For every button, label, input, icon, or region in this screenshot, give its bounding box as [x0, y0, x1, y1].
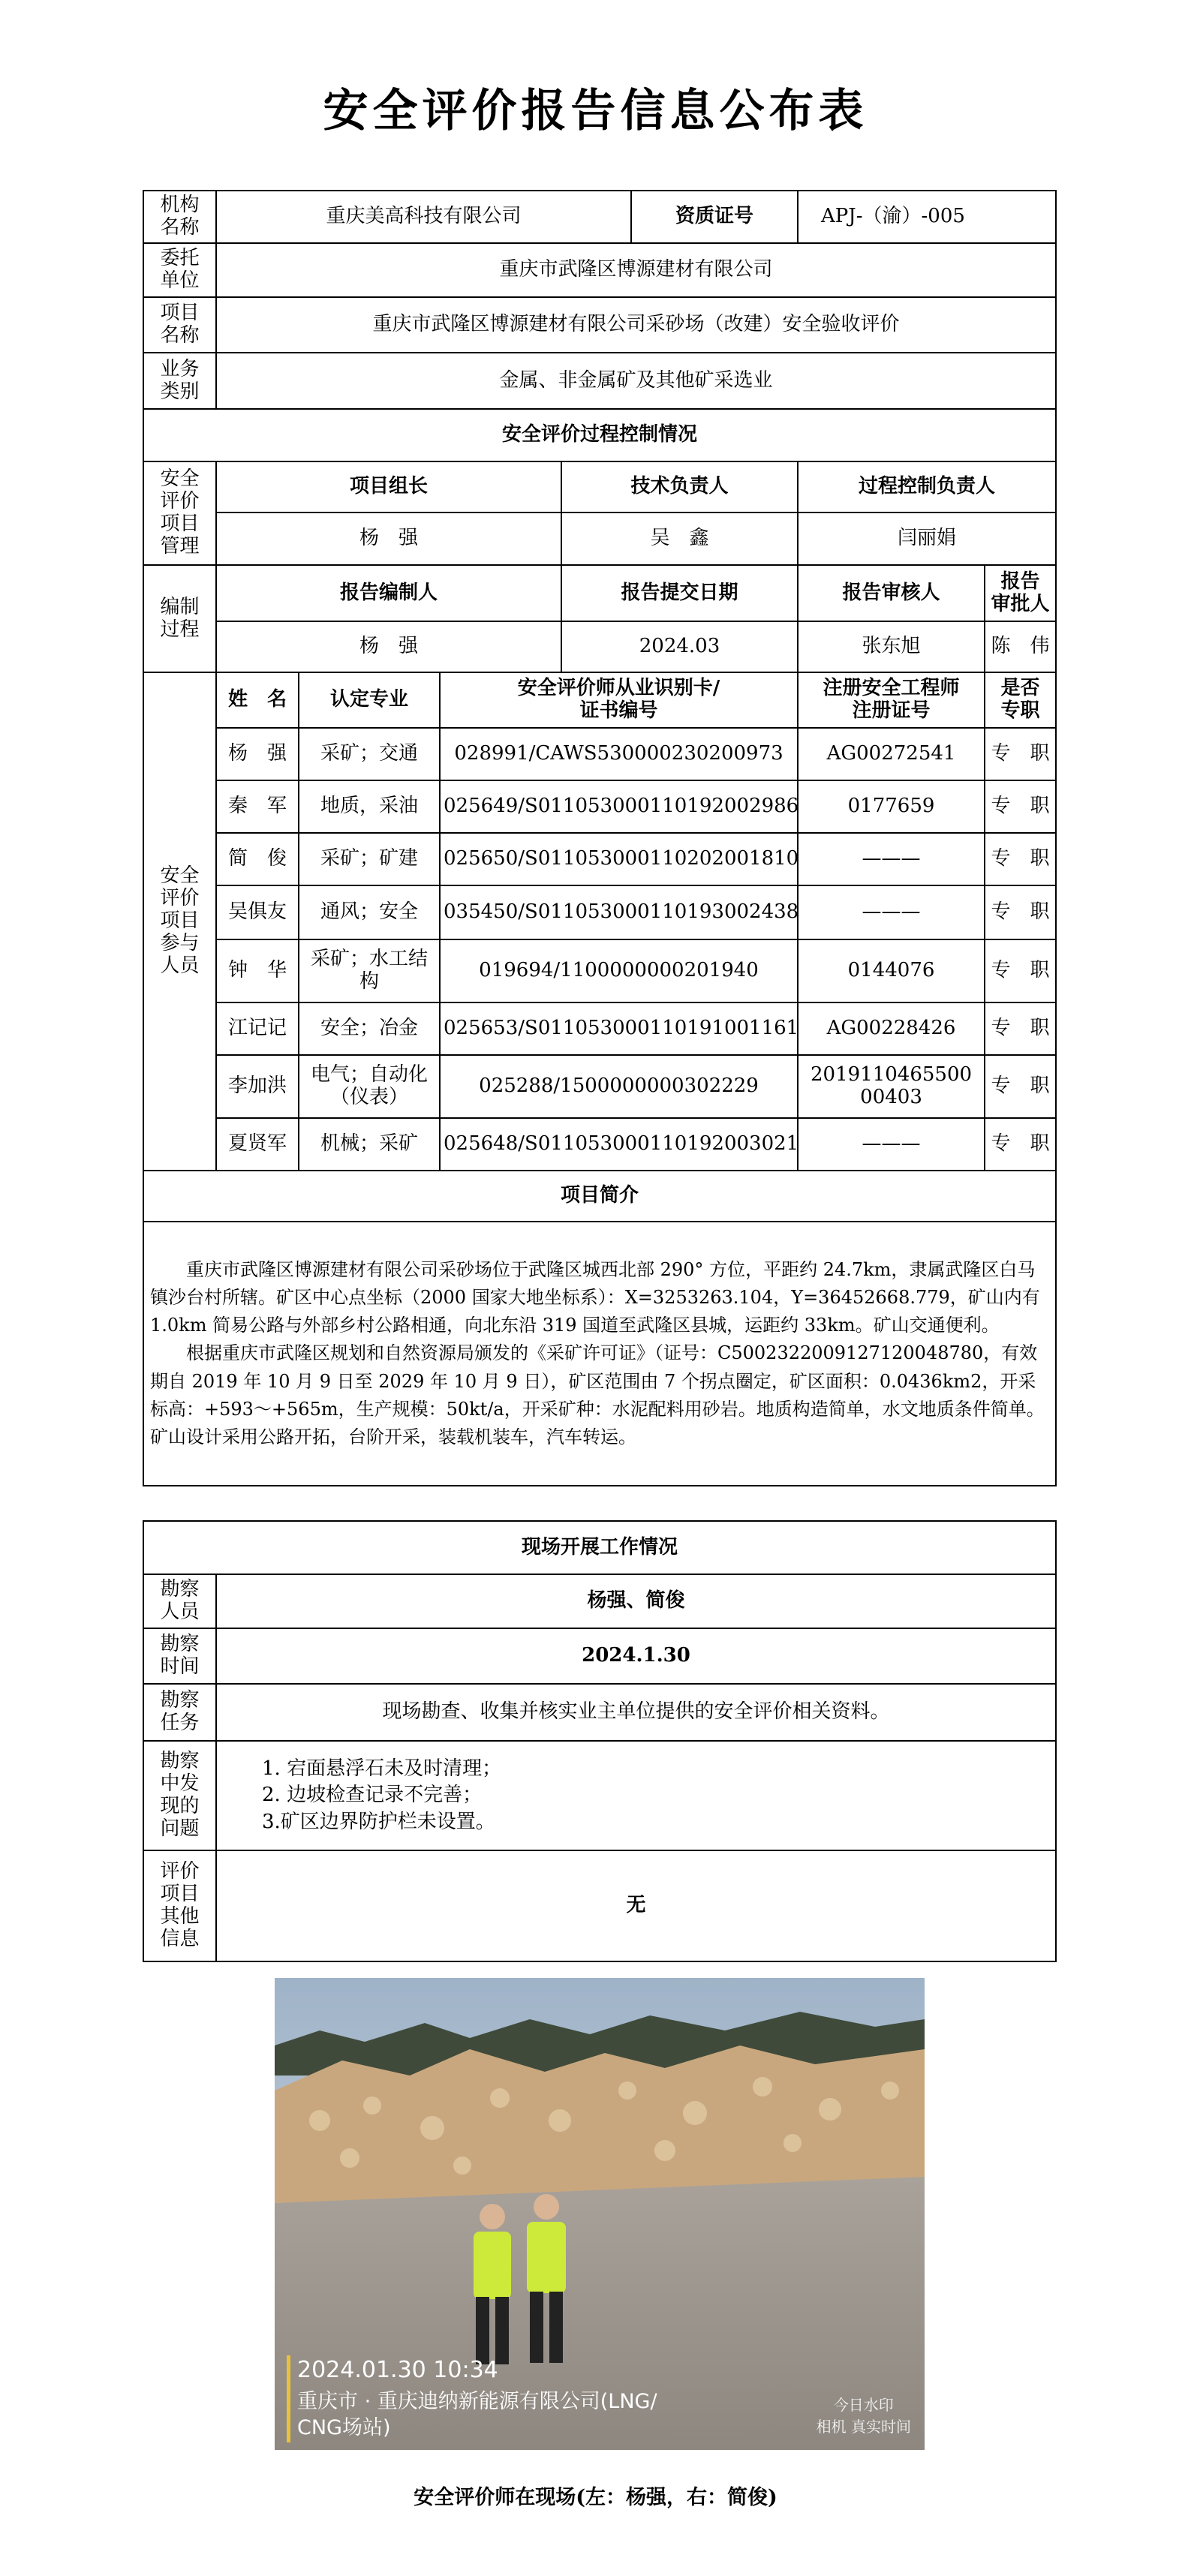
mgmt-control: 闫丽娟 [798, 512, 1056, 565]
staff-name: 钟 华 [216, 939, 299, 1002]
watermark-place: 重庆市 · 重庆迪纳新能源有限公司(LNG/ CNG场站) [297, 2390, 657, 2440]
staff-fulltime: 专 职 [985, 728, 1056, 780]
mgmt-header-tech: 技术负责人 [561, 461, 798, 512]
staff-major: 通风；安全 [299, 885, 440, 939]
staff-row [143, 1055, 1056, 1118]
cert-number: APJ-（渝）-005 [798, 191, 1056, 243]
org-name: 重庆美高科技有限公司 [216, 191, 631, 243]
issue-item: 2. 边坡检查记录不完善； [262, 1784, 483, 1807]
intro-title: 项目简介 [143, 1171, 1056, 1222]
staff-cert: 025653/S011053000110191001161 [440, 1002, 798, 1055]
field-time: 2024.1.30 [216, 1628, 1056, 1684]
staff-reg: AG00272541 [798, 728, 985, 780]
staff-row [143, 885, 1056, 939]
staff-fulltime: 专 职 [985, 1118, 1056, 1171]
field-other: 无 [216, 1850, 1056, 1961]
staff-header-reg: 注册安全工程师 注册证号 [798, 672, 985, 728]
staff-name: 杨 强 [216, 728, 299, 780]
intro-paragraph: 重庆市武隆区博源建材有限公司采砂场位于武隆区城西北部 290° 方位，平距约 24.7km，隶属武隆区白马镇沙台村所辖。矿区中心点坐标（2000 国家大地坐标系）：X=3253263.104，Y=36452668.779，矿山内有 1.0km 简易公路与外部乡村公路相通，向北东沿 319 国道至武隆区县城，运距约 33km。矿山交通便利。 [150, 1258, 1040, 1336]
staff-cert: 019694/1100000000201940 [440, 939, 798, 1002]
staff-reg: 2019110465500 00403 [798, 1055, 985, 1118]
staff-major: 采矿；交通 [299, 728, 440, 780]
staff-label: 安全 评价 项目 参与 人员 [143, 672, 216, 1171]
field-label-time: 勘察 时间 [143, 1628, 216, 1684]
field-label-other: 评价 项目 其他 信息 [143, 1850, 216, 1961]
staff-cert: 025649/S011053000110192002986 [440, 780, 798, 833]
watermark-bar [287, 2355, 290, 2442]
staff-row [143, 728, 1056, 780]
staff-name: 秦 军 [216, 780, 299, 833]
staff-major: 安全；冶金 [299, 1002, 440, 1055]
field-task: 现场勘查、收集并核实业主单位提供的安全评价相关资料。 [216, 1684, 1056, 1741]
staff-cert: 028991/CAWS530000230200973 [440, 728, 798, 780]
staff-cert: 035450/S011053000110193002438 [440, 885, 798, 939]
compile-header-approver: 报告 审批人 [985, 565, 1056, 621]
staff-row [143, 1118, 1056, 1171]
field-issues [216, 1741, 1056, 1850]
field-label-issues: 勘察 中发 现的 问题 [143, 1741, 216, 1850]
compile-date: 2024.03 [561, 621, 798, 672]
project-value: 重庆市武隆区博源建材有限公司采砂场（改建）安全验收评价 [216, 297, 1056, 353]
client-label: 委托 单位 [143, 243, 216, 297]
staff-cert: 025650/S011053000110202001810 [440, 833, 798, 885]
project-label: 项目 名称 [143, 297, 216, 353]
staff-major: 采矿；矿建 [299, 833, 440, 885]
staff-fulltime: 专 职 [985, 1055, 1056, 1118]
staff-cert: 025288/1500000000302229 [440, 1055, 798, 1118]
field-table [143, 1520, 1057, 1962]
issue-item: 3.矿区边界防护栏未设置。 [262, 1810, 495, 1833]
mgmt-header-leader: 项目组长 [216, 461, 561, 512]
staff-row [143, 939, 1056, 1002]
compile-author: 杨 强 [216, 621, 561, 672]
site-photo [275, 1978, 925, 2450]
mgmt-tech: 吴 鑫 [561, 512, 798, 565]
compile-header-author: 报告编制人 [216, 565, 561, 621]
intro-paragraph: 根据重庆市武隆区规划和自然资源局颁发的《采矿许可证》（证号：C5002322009127120048780，有效期自 2019 年 10 月 9 日至 2029 年 10 月 9 日），矿区范围由 7 个拐点圈定，矿区面积：0.0436km2，开采标高：+593～+565m，生产规模：50kt/a，开采矿种：水泥配料用砂岩。地质构造简单，水文地质条件简单。矿山设计采用公路开拓，台阶开采，装载机装车，汽车转运。 [150, 1342, 1045, 1447]
staff-major: 地质，采油 [299, 780, 440, 833]
org-label: 机构 名称 [143, 191, 216, 243]
field-staff: 杨强、简俊 [216, 1574, 1056, 1628]
staff-reg: 0177659 [798, 780, 985, 833]
staff-reg: ——— [798, 885, 985, 939]
intro-text [143, 1222, 1056, 1486]
field-label-task: 勘察 任务 [143, 1684, 216, 1741]
info-table [143, 190, 1057, 1486]
mgmt-header-control: 过程控制负责人 [798, 461, 1056, 512]
field-label-staff: 勘察 人员 [143, 1574, 216, 1628]
staff-name: 夏贤军 [216, 1118, 299, 1171]
cert-label: 资质证号 [631, 191, 798, 243]
watermark-time: 2024.01.30 10:34 [297, 2357, 498, 2383]
issue-item: 1. 宕面悬浮石未及时清理； [262, 1757, 502, 1781]
staff-header-major: 认定专业 [299, 672, 440, 728]
staff-reg: AG00228426 [798, 1002, 985, 1055]
staff-reg: ——— [798, 833, 985, 885]
staff-reg: ——— [798, 1118, 985, 1171]
watermark-logo: 今日水印 相机 真实时间 [816, 2396, 911, 2436]
staff-fulltime: 专 职 [985, 885, 1056, 939]
staff-header-fulltime: 是否 专职 [985, 672, 1056, 728]
mgmt-leader: 杨 强 [216, 512, 561, 565]
staff-name: 吴俱友 [216, 885, 299, 939]
staff-row [143, 1002, 1056, 1055]
compile-header-date: 报告提交日期 [561, 565, 798, 621]
photo-caption: 安全评价师在现场(左：杨强，右：简俊) [414, 2486, 777, 2509]
compile-header-reviewer: 报告审核人 [798, 565, 985, 621]
staff-major: 电气；自动化 （仪表） [299, 1055, 440, 1118]
business-value: 金属、非金属矿及其他矿采选业 [216, 353, 1056, 409]
staff-major: 采矿；水工结 构 [299, 939, 440, 1002]
client-value: 重庆市武隆区博源建材有限公司 [216, 243, 1056, 297]
staff-cert: 025648/S011053000110192003021 [440, 1118, 798, 1171]
staff-major: 机械；采矿 [299, 1118, 440, 1171]
staff-fulltime: 专 职 [985, 1002, 1056, 1055]
staff-fulltime: 专 职 [985, 780, 1056, 833]
business-label: 业务 类别 [143, 353, 216, 409]
staff-name: 简 俊 [216, 833, 299, 885]
process-title: 安全评价过程控制情况 [143, 409, 1056, 461]
staff-reg: 0144076 [798, 939, 985, 1002]
field-title: 现场开展工作情况 [143, 1521, 1056, 1574]
staff-header-name: 姓 名 [216, 672, 299, 728]
staff-row [143, 833, 1056, 885]
staff-name: 李加洪 [216, 1055, 299, 1118]
compile-label: 编制 过程 [143, 565, 216, 672]
page-title: 安全评价报告信息公布表 [323, 85, 868, 137]
staff-name: 江记记 [216, 1002, 299, 1055]
staff-fulltime: 专 职 [985, 833, 1056, 885]
compile-reviewer: 张东旭 [798, 621, 985, 672]
staff-fulltime: 专 职 [985, 939, 1056, 1002]
mgmt-label: 安全 评价 项目 管理 [143, 461, 216, 565]
staff-header-cert: 安全评价师从业识别卡/ 证书编号 [440, 672, 798, 728]
compile-approver: 陈 伟 [985, 621, 1056, 672]
staff-row [143, 780, 1056, 833]
